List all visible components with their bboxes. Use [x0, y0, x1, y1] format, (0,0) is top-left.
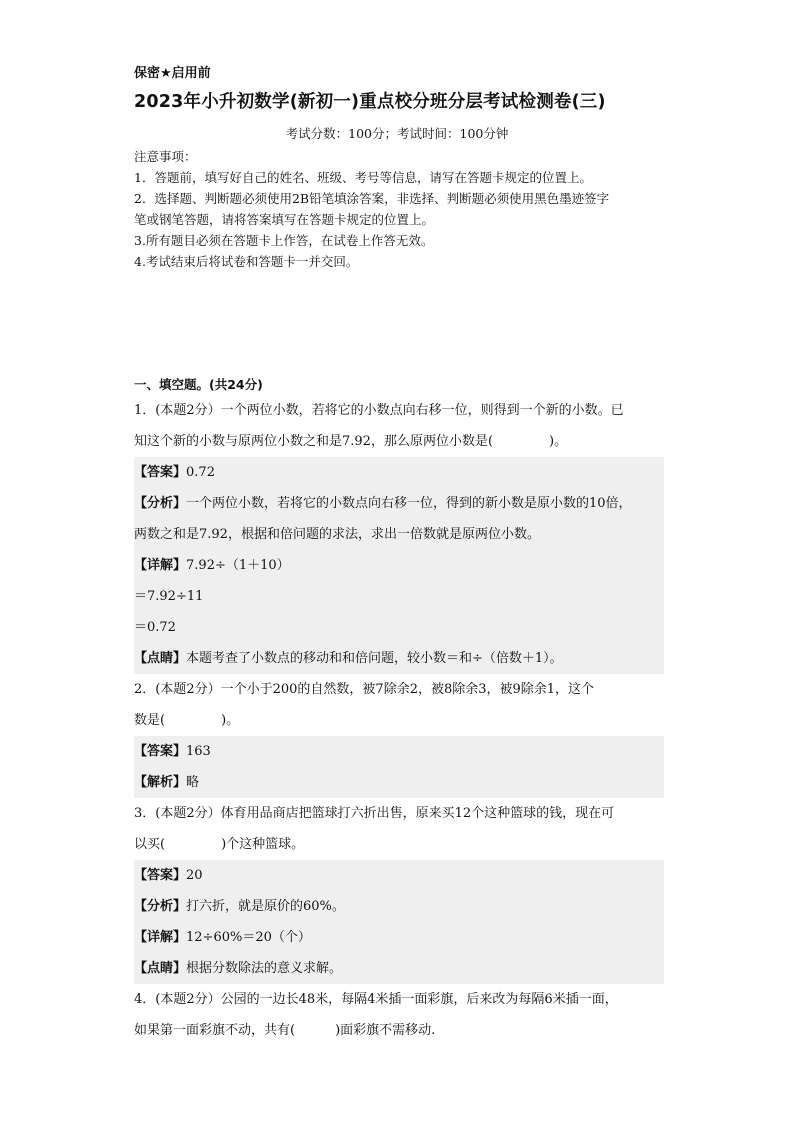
comment-tag: 【点睛】: [134, 961, 187, 976]
question-1-analysis: [134, 488, 664, 519]
detail-tag: 【详解】: [134, 558, 187, 573]
question-2-answer: [134, 736, 664, 767]
question-3-text-end: )个这种篮球。: [221, 837, 305, 852]
question-3-line-1: 3．(本题2分）体育用品商店把篮球打六折出售，原来买12个这种篮球的钱，现在可: [134, 806, 615, 821]
question-1-line-1: 1．(本题2分）一个两位小数，若将它的小数点向右移一位，则得到一个新的小数。已: [134, 403, 624, 418]
question-3-comment: [134, 953, 664, 984]
questions-block: [134, 395, 664, 1046]
section-title: 一、填空题。(共24分): [134, 377, 263, 392]
answer-value: 0.72: [186, 465, 215, 480]
question-1-detail: [134, 550, 664, 581]
note-item: 4.考试结束后将试卷和答题卡一并交回。: [134, 254, 359, 269]
question-3-analysis: [134, 891, 664, 922]
answer-tag: 【答案】: [134, 744, 187, 759]
question-1-text-end: )。: [549, 434, 568, 449]
question-1-detail-step-2: ＝7.92÷11: [134, 581, 664, 612]
question-3-detail: [134, 922, 664, 953]
answer-value: 163: [186, 744, 211, 759]
answer-tag: 【答案】: [134, 465, 187, 480]
note-item: 笔或钢笔答题，请将答案填写在答题卡规定的位置上。: [134, 212, 435, 227]
note-item: 1．答题前，填写好自己的姓名、班级、考号等信息，请写在答题卡规定的位置上。: [134, 170, 592, 185]
question-1-analysis-cont: 两数之和是7.92，根据和倍问题的求法，求出一倍数就是原两位小数。: [134, 519, 664, 550]
answer-tag: 【答案】: [134, 868, 187, 883]
comment-text: 根据分数除法的意义求解。: [186, 961, 343, 976]
question-2-line-2: [134, 705, 664, 736]
explain-tag: 【解析】: [134, 775, 187, 790]
answer-value: 20: [186, 868, 203, 883]
detail-text: 12÷60%＝20（个）: [186, 930, 311, 945]
confidential-label: 保密★启用前: [134, 66, 211, 81]
explain-text: 略: [186, 775, 200, 790]
question-2-text: 数是(: [134, 713, 166, 728]
question-4-text-end: )面彩旗不需移动.: [335, 1023, 436, 1038]
question-1-line-2: [134, 426, 664, 457]
question-1-answer: [134, 457, 664, 488]
analysis-text: 一个两位小数，若将它的小数点向右移一位，得到的新小数是原小数的10倍，: [186, 496, 632, 511]
question-1-text: 知这个新的小数与原两位小数之和是7.92，那么原两位小数是(: [134, 434, 494, 449]
question-3-answer: [134, 860, 664, 891]
question-2-line-1: 2．(本题2分）一个小于200的自然数，被7除余2，被8除余3，被9除余1，这个: [134, 682, 595, 697]
analysis-tag: 【分析】: [134, 899, 187, 914]
question-2-explain: [134, 767, 664, 798]
exam-info: 考试分数：100分；考试时间：100分钟: [285, 126, 509, 141]
exam-title: 2023年小升初数学(新初一)重点校分班分层考试检测卷(三): [134, 92, 606, 112]
analysis-tag: 【分析】: [134, 496, 187, 511]
analysis-text: 打六折，就是原价的60%。: [186, 899, 345, 914]
question-3-text: 以买(: [134, 837, 166, 852]
question-1-comment: [134, 643, 664, 674]
question-3-line-2: [134, 829, 664, 860]
question-1-detail-step-3: ＝0.72: [134, 612, 664, 643]
question-4-line-2: [134, 1015, 664, 1046]
detail-text: 7.92÷（1＋10）: [186, 558, 290, 573]
detail-tag: 【详解】: [134, 930, 187, 945]
notes-heading: 注意事项：: [134, 149, 197, 164]
notes-block: [134, 146, 674, 272]
comment-tag: 【点睛】: [134, 651, 187, 666]
comment-text: 本题考查了小数点的移动和和倍问题，较小数＝和÷（倍数＋1）。: [186, 651, 563, 666]
note-item: 3.所有题目必须在答题卡上作答，在试卷上作答无效。: [134, 233, 434, 248]
question-4-text: 如果第一面彩旗不动，共有(: [134, 1023, 296, 1038]
question-2-text-end: )。: [221, 713, 240, 728]
question-4-line-1: 4．(本题2分）公园的一边长48米，每隔4米插一面彩旗，后来改为每隔6米插一面，: [134, 992, 618, 1007]
note-item: 2．选择题、判断题必须使用2B铅笔填涂答案，非选择、判断题必须使用黑色墨迹签字: [134, 191, 610, 206]
